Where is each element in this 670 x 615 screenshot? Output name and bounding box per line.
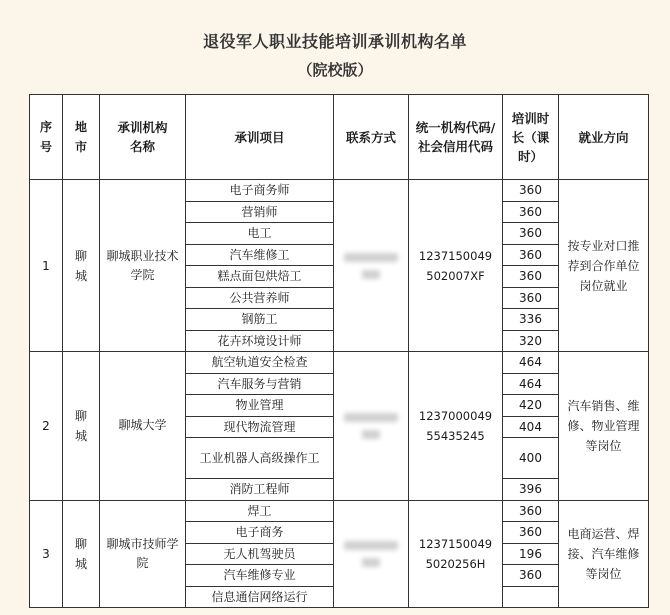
row-contact [334,180,409,352]
row-employment: 汽车销售、维修、物业管理等岗位 [559,352,649,501]
header-code: 统一机构代码/社会信用代码 [409,95,503,180]
project-name: 糕点面包烘焙工 [186,266,334,288]
project-name: 汽车服务与营销 [186,373,334,395]
project-hours: 360 [503,201,559,223]
project-name: 消防工程师 [186,479,334,501]
redacted-phone [344,413,398,422]
row-code: 1237150049 502007XF [409,180,503,352]
row-org: 聊城市技师学院 [100,500,186,608]
table-row [30,500,649,522]
project-hours: 420 [503,395,559,417]
project-name: 焊工 [186,500,334,522]
row-employment: 按专业对口推荐到合作单位岗位就业 [559,180,649,352]
row-code: 1237150049 5020256H [409,500,503,608]
row-contact [334,500,409,608]
project-name: 钢筋工 [186,309,334,331]
redacted-phone [344,253,398,262]
project-name: 航空轨道安全检查 [186,352,334,374]
redacted-phone-suffix [362,270,380,279]
project-hours: 336 [503,309,559,331]
project-name: 电工 [186,223,334,245]
project-hours: 404 [503,416,559,438]
project-name: 花卉环境设计师 [186,330,334,352]
project-name: 现代物流管理 [186,416,334,438]
project-hours [503,586,559,608]
table-row [30,180,649,202]
header-employment: 就业方向 [559,95,649,180]
row-org: 聊城职业技术学院 [100,180,186,352]
project-hours: 400 [503,438,559,479]
project-name: 汽车维修工 [186,244,334,266]
header-index: 序号 [30,95,63,180]
header-org: 承训机构名称 [100,95,186,180]
row-index: 1 [30,180,63,352]
header-row [30,95,649,180]
project-name: 公共营养师 [186,287,334,309]
project-name: 汽车维修专业 [186,565,334,587]
project-hours: 196 [503,543,559,565]
project-hours: 320 [503,330,559,352]
institution-table [29,94,649,608]
project-hours: 360 [503,522,559,544]
row-contact [334,352,409,501]
header-city: 地市 [63,95,100,180]
header-contact: 联系方式 [334,95,409,180]
project-name: 电子商务师 [186,180,334,202]
redacted-phone-suffix [362,558,380,567]
project-name: 无人机驾驶员 [186,543,334,565]
project-hours: 360 [503,500,559,522]
page-title: 退役军人职业技能培训承训机构名单 [202,32,467,51]
project-name: 工业机器人高级操作工 [186,438,334,479]
header-project: 承训项目 [186,95,334,180]
row-code: 1237000049 55435245 [409,352,503,501]
page-subtitle: （院校版） [297,61,373,79]
redacted-phone-suffix [362,430,380,439]
redacted-phone [344,541,398,550]
project-name: 物业管理 [186,395,334,417]
project-hours: 464 [503,373,559,395]
document-header [0,30,670,82]
header-hours: 培训时长（课时） [503,95,559,180]
row-city: 聊城 [63,500,100,608]
project-name: 信息通信网络运行 [186,586,334,608]
project-hours: 396 [503,479,559,501]
project-hours: 360 [503,180,559,202]
row-employment: 电商运营、焊接、汽车维修等岗位 [559,500,649,608]
project-name: 营销师 [186,201,334,223]
project-hours: 360 [503,565,559,587]
row-org: 聊城大学 [100,352,186,501]
row-index: 2 [30,352,63,501]
project-name: 电子商务 [186,522,334,544]
row-city: 聊城 [63,352,100,501]
project-hours: 360 [503,287,559,309]
project-hours: 360 [503,223,559,245]
row-index: 3 [30,500,63,608]
project-hours: 464 [503,352,559,374]
project-hours: 360 [503,266,559,288]
table-row [30,352,649,374]
row-city: 聊城 [63,180,100,352]
project-hours: 360 [503,244,559,266]
